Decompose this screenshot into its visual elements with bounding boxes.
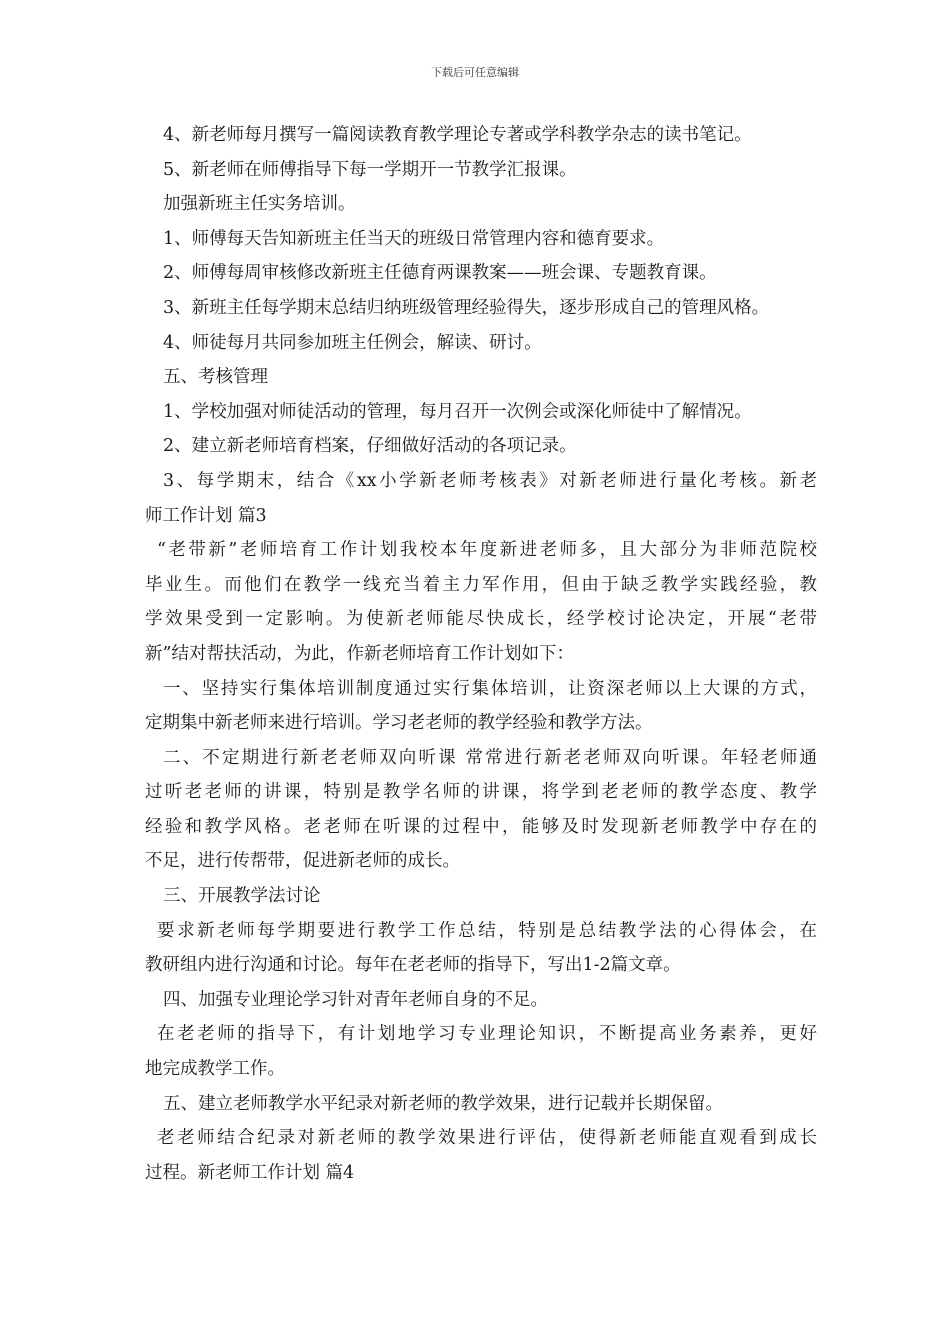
text-line: 师工作计划 篇3: [145, 505, 267, 526]
text-line: 四、加强专业理论学习针对青年老师自身的不足。: [163, 989, 548, 1010]
text-line: 定期集中新老师来进行培训。学习老老师的教学经验和教学方法。: [145, 713, 653, 734]
text-line: 老老师结合纪录对新老师的教学效果进行评估，使得新老师能直观看到成长: [157, 1128, 817, 1149]
text-line: 2、师傅每周审核修改新班主任德育两课教案——班会课、专题教育课。: [163, 263, 717, 284]
document-body: [145, 118, 817, 1190]
text-line: 不足，进行传帮带，促进新老师的成长。: [145, 851, 460, 872]
page-header: 下载后可任意编辑: [431, 66, 519, 79]
text-line: 五、建立老师教学水平纪录对新老师的教学效果，进行记载并长期保留。: [163, 1093, 723, 1114]
text-line: 三、开展教学法讨论: [163, 886, 321, 907]
text-line: 在老老师的指导下，有计划地学习专业理论知识，不断提高业务素养，更好: [157, 1024, 817, 1045]
text-line: 二、不定期进行新老老师双向听课 常常进行新老老师双向听课。年轻老师通: [163, 747, 817, 768]
text-line: 毕业生。而他们在教学一线充当着主力军作用，但由于缺乏教学实践经验，教: [145, 574, 817, 595]
text-line: 3、新班主任每学期末总结归纳班级管理经验得失，逐步形成自己的管理风格。: [163, 297, 770, 318]
text-line: 教研组内进行沟通和讨论。每年在老老师的指导下，写出1-2篇文章。: [145, 955, 681, 976]
text-line: 地完成教学工作。: [145, 1059, 285, 1080]
text-line: 学效果受到一定影响。为使新老师能尽快成长，经学校讨论决定，开展“老带: [145, 609, 817, 630]
text-line: 要求新老师每学期要进行教学工作总结，特别是总结教学法的心得体会，在: [157, 920, 817, 941]
text-line: 5、新老师在师傅指导下每一学期开一节教学汇报课。: [163, 159, 577, 180]
text-line: 4、师徒每月共同参加班主任例会，解读、研讨。: [163, 332, 542, 353]
text-line: 过听老老师的讲课，特别是教学名师的讲课，将学到老老师的教学态度、教学: [145, 782, 817, 803]
text-line: 新”结对帮扶活动，为此，作新老师培育工作计划如下：: [145, 643, 574, 664]
text-line: 五、考核管理: [163, 367, 268, 388]
text-line: 过程。新老师工作计划 篇4: [145, 1162, 355, 1183]
text-line: 2、建立新老师培育档案，仔细做好活动的各项记录。: [163, 436, 577, 457]
text-line: “老带新”老师培育工作计划我校本年度新进老师多，且大部分为非师范院校: [157, 540, 817, 561]
text-line: 1、学校加强对师徒活动的管理，每月召开一次例会或深化师徒中了解情况。: [163, 401, 752, 422]
text-line: 经验和教学风格。老老师在听课的过程中，能够及时发现新老师教学中存在的: [145, 816, 817, 837]
text-line: 一、坚持实行集体培训制度通过实行集体培训，让资深老师以上大课的方式，: [163, 678, 817, 699]
text-line: 1、师傅每天告知新班主任当天的班级日常管理内容和德育要求。: [163, 228, 665, 249]
text-line: 3、每学期末，结合《xx小学新老师考核表》对新老师进行量化考核。新老: [163, 470, 817, 491]
text-line: 4、新老师每月撰写一篇阅读教育教学理论专著或学科教学杂志的读书笔记。: [163, 125, 752, 145]
text-line: 加强新班主任实务培训。: [163, 194, 356, 215]
